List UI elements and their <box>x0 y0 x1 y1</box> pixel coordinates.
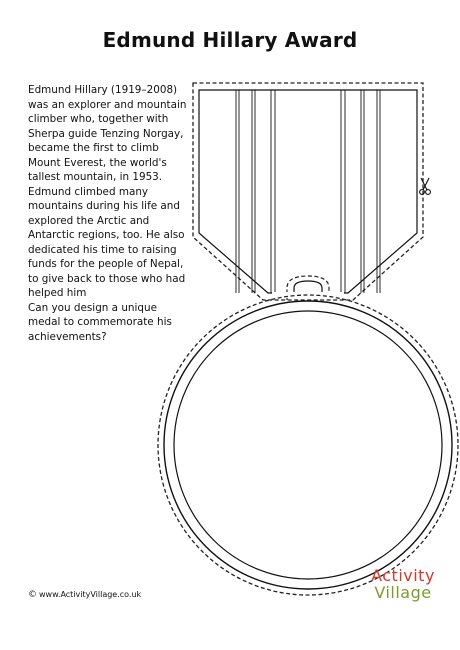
page-title: Edmund Hillary Award <box>102 28 358 52</box>
footer-url[interactable] <box>28 590 141 600</box>
medal-disc-inner <box>174 311 442 579</box>
description-line: climber who, together with <box>28 113 169 125</box>
ribbon <box>199 90 417 293</box>
description-line: became the first to climb <box>28 142 159 154</box>
description-line: mountains during his life and <box>28 200 180 212</box>
logo-word-activity: Activity <box>371 566 435 585</box>
scissors-icon <box>420 178 431 194</box>
description-line: Mount Everest, the world's <box>28 156 167 169</box>
description-line: explored the Arctic and <box>28 214 150 227</box>
activity-village-logo <box>368 567 438 601</box>
description-line: Can you design a unique <box>28 301 157 314</box>
description-line: helped him <box>28 287 87 299</box>
description-line: achievements? <box>28 330 107 343</box>
description-line: Edmund Hillary (1919–2008) <box>28 84 178 96</box>
description-line: was an explorer and mountain <box>28 98 187 111</box>
description-line: Sherpa guide Tenzing Norgay, <box>28 127 184 140</box>
description-line: medal to commemorate his <box>28 316 172 328</box>
logo-word-village: Village <box>374 583 432 602</box>
description-line: tallest mountain, in 1953. <box>28 171 163 183</box>
description-line: funds for the people of Nepal, <box>28 258 184 270</box>
description-line: dedicated his time to raising <box>28 243 177 256</box>
description-line: to give back to those who had <box>28 272 186 285</box>
copyright-symbol: © <box>28 590 37 600</box>
footer-url-text: www.ActivityVillage.co.uk <box>39 590 142 599</box>
description-line: Antarctic regions, too. He also <box>28 229 185 241</box>
description-line: Edmund climbed many <box>28 185 149 198</box>
